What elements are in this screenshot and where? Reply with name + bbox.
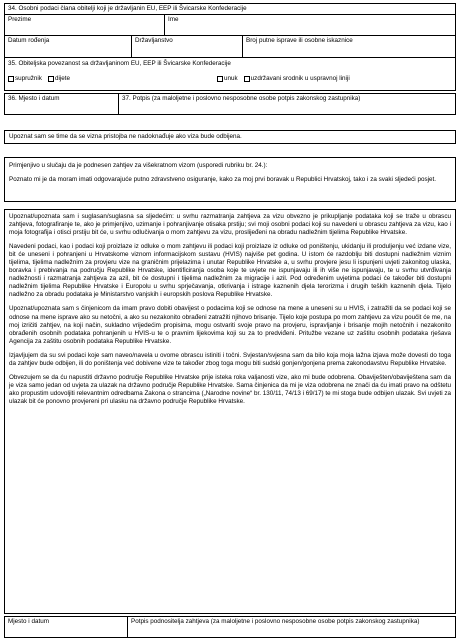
nationality-field[interactable] bbox=[131, 36, 242, 58]
spouse-label: supružnik bbox=[15, 74, 42, 82]
place-date-label: 36. Mjesto i datum bbox=[8, 95, 60, 102]
consent-paragraph-5: Obvezujem se da ću napustiti državno područje Republike Hrvatske prije isteka roka valjanosti vize, ako mi bude odobrena. Obaviješten/obaviještena sam da je viza samo jedan od uvjeta za ulazak na državno područje Republike Hrvatske. Sama činjenica da mi je viza odobrena ne znači da ću imati pravo na odštetu ako propustim udovoljiti relevantnim odredbama Zakona o strancima („Narodne novine“ br. 130/11, 74/13 i 69/17) te mi stoga bude odbijen ulazak. Svi uvjeti za ulazak bit će ponovno provjereni pri ulasku na državno područje Republike Hrvatske. bbox=[9, 373, 451, 405]
section-36-37-table bbox=[4, 93, 456, 115]
signature-label: 37. Potpis (za maloljetne i poslovno nesposobne osobe potpis zakonskog zastupnika) bbox=[122, 95, 361, 102]
child-label: dijete bbox=[54, 74, 71, 82]
surname-label: Prezime bbox=[8, 16, 32, 23]
dependent-relative-label: uzdržavani srodnik u uspravnoj liniji bbox=[250, 74, 350, 82]
consent-paragraph-1: Upoznat/upoznata sam i suglasan/suglasna sa sljedećim: u svrhu razmatranja zahtjeva za vizu obvezno je prikupljanje podataka koji se traže u obrascu zahtjeva, fotografiranje te, ako je primjenjivo, uzimanje i pohranjivanje otisaka prstiju; svi moji osobni podaci koji su navedeni u obrascu zahtjeva za vizu, kao i moja fotografija i otisci prstiju bit će, u svrhu odlučivanja o mom zahtjevu za vizu, proslijeđeni na obradu nadležnim tijelima Republike Hrvatske. bbox=[9, 213, 451, 237]
spouse-checkbox[interactable] bbox=[8, 76, 14, 82]
place-date-field[interactable] bbox=[5, 94, 118, 114]
bottom-signature-label: Potpis podnositelja zahtjeva (za maloljetne i poslovno nesposobne osobe potpis zakonskog zastupnika) bbox=[131, 618, 420, 625]
child-checkbox[interactable] bbox=[48, 76, 54, 82]
multi-entry-line-2: Poznato mi je da moram imati odgovarajuće putno zdravstveno osiguranje, kako za moj prvi boravak u Republici Hrvatskoj, tako i za svaki sljedeći posjet. bbox=[9, 176, 436, 184]
consent-paragraph-2: Navedeni podaci, kao i podaci koji proizlaze iz odluke o mom zahtjevu ili podaci koji proizlaze iz odluke od poništenju, ukidanju ili produljenju već izdane vize, bit će uneseni i pohranjeni u Hrvatskome viznom informacijskom sustavu (HVIS) najviše pet godina. U istom će razdoblju biti dostupni nadležnim viznim tijelima, tijelima nadležnim za provjeru vize na graničnim prijelazima i unutar Republike Hrvatske a, u svrhu provjere jesu li ispunjeni uvjeti zakonitog ulaska, boravka i prebivanja na području Republike Hrvatske, identificiranja osoba koje te uvjete ne ispunjavaju ili ih više ne ispunjavaju, te u svrhu utvrđivanja nadležnosti i razmatranja zahtjeva za azil, bit će dostupni i tijelima nadležnim za migracije i azil. Pod određenim uvjetima podaci će također biti dostupni nadležnim tijelima Republike Hrvatske i Europolu u svrhu sprječavanja, otkrivanja i istrage kaznenih djela terorizma i drugih teških kaznenih djela. Tijelo nadležno za obradu podataka je Ministarstvo vanjskih i europskih poslova Republike Hrvatske. bbox=[9, 243, 451, 299]
travel-document-field[interactable] bbox=[242, 36, 455, 58]
option-spouse[interactable] bbox=[8, 73, 42, 85]
visa-fee-notice bbox=[4, 130, 456, 144]
consent-paragraph-4: Izjavljujem da su svi podaci koje sam naveo/navela u ovome obrascu istiniti i točni. Svjestan/svjesna sam da bilo koja moja lažna izjava može dovesti do toga da zahtjev bude odbijen, ili do poništenja već dobivene vize te također zbog toga mogu biti sudski gonjen/gonjena prema zakonodavstvu Republike Hrvatske. bbox=[9, 351, 451, 367]
grandchild-checkbox[interactable] bbox=[217, 76, 223, 82]
visa-fee-text: Upoznat sam se time da se vizna pristojba ne nadoknađuje ako viza bude odbijena. bbox=[9, 133, 242, 140]
section-34-table bbox=[4, 3, 456, 58]
travel-document-label: Broj putne isprave ili osobne iskaznice bbox=[246, 37, 353, 44]
option-dependent-relative[interactable] bbox=[244, 73, 350, 85]
section-35-table bbox=[4, 57, 456, 91]
section-35-title: 35. Obiteljska povezanost sa državljaninom EU, EEP ili Švicarske Konfederacije bbox=[8, 60, 231, 67]
name-label: Ime bbox=[168, 16, 179, 23]
bottom-place-date-field[interactable] bbox=[5, 617, 127, 637]
dependent-relative-checkbox[interactable] bbox=[244, 76, 250, 82]
signature-field[interactable] bbox=[118, 94, 455, 114]
bottom-place-date-label: Mjesto i datum bbox=[8, 618, 49, 625]
consent-declarations bbox=[4, 209, 456, 614]
date-of-birth-label: Datum rođenja bbox=[8, 37, 50, 44]
bottom-signature-field[interactable] bbox=[127, 617, 455, 637]
bottom-signature-table bbox=[4, 616, 456, 638]
multi-entry-notice bbox=[4, 157, 456, 202]
option-grandchild[interactable] bbox=[217, 73, 238, 85]
surname-field[interactable] bbox=[5, 15, 164, 35]
name-field[interactable] bbox=[164, 15, 455, 35]
section-34-title: 34. Osobni podaci člana obitelji koji je državljanin EU, EEP ili Švicarske Konfederacije bbox=[8, 5, 247, 12]
nationality-label: Državljanstvo bbox=[135, 37, 173, 44]
date-of-birth-field[interactable] bbox=[5, 36, 131, 58]
multi-entry-line-1: Primjenjivo u slučaju da je podnesen zahtjev za višekratnom vizom (usporedi rubriku br. 24.): bbox=[9, 162, 268, 169]
consent-paragraph-3: Upoznat/upoznata sam s činjenicom da imam pravo dobiti obavijest o podacima koji se odnose na mene a uneseni su u HVIS, i zatražiti da se podaci koji se odnose na mene isprave ako su netočni, a ako su nezakonito obrađeni zatražiti njihovo brisanje. Tijelo koje postupa po mom zahtjevu za vizu poučit će me, na moj izričiti zahtjev, na koji način, sukladno vrijedećim propisima, mogu ostvariti svoje pravo na provjeru, ispravljanje i brisanje mojih netočnih i nezakonito obrađenih osobnih podataka pohranjenih u HVIS-u te o pravnim lijekovima koji su za to predviđeni. Pritužbe vezane uz zaštitu osobnih podataka rješava Agencija za zaštitu osobnih podataka Republike Hrvatske. bbox=[9, 305, 451, 345]
option-child[interactable] bbox=[48, 73, 70, 85]
grandchild-label: unuk bbox=[224, 74, 238, 82]
